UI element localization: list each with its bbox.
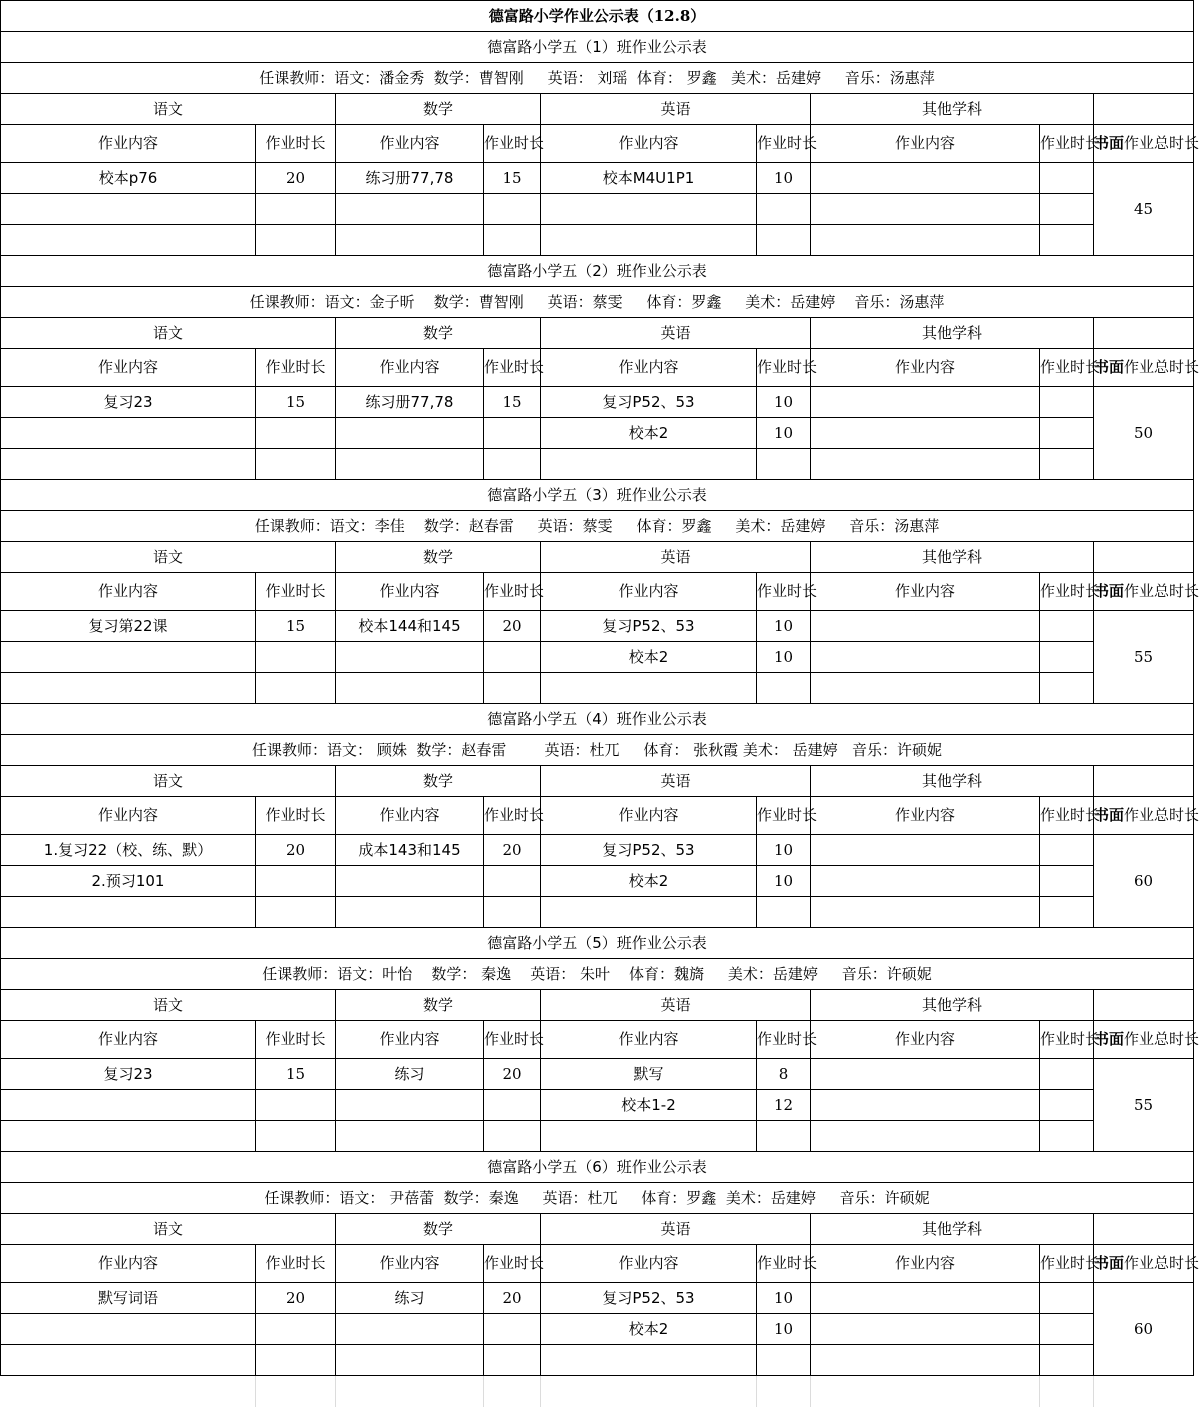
chinese-duration: [256, 866, 336, 897]
total-header-bold: 书面: [1094, 358, 1125, 377]
subject-header-math: 数学: [336, 1214, 541, 1245]
class-title: 德富路小学五（6）班作业公示表: [1, 1152, 1194, 1183]
other-homework: [811, 1090, 1040, 1121]
blank-header-cell: [1094, 1214, 1194, 1245]
table-row: [1, 387, 1194, 418]
teacher-list: 任课教师：语文： 顾姝 数学：赵春雷 英语：杜兀 体育： 张秋霞 美术： 岳建婷 音乐：许硕妮: [1, 735, 1194, 766]
other-duration: [1040, 1121, 1094, 1152]
math-homework: [336, 1121, 484, 1152]
math-duration: [484, 1121, 541, 1152]
english-homework: [541, 194, 757, 225]
total-header-rest: 作业总时长: [1124, 1254, 1199, 1273]
subject-header-chinese: 语文: [1, 318, 336, 349]
english-duration: [757, 225, 811, 256]
content-header: 作业内容: [811, 797, 1040, 835]
english-duration: 10: [757, 387, 811, 418]
duration-header: 作业时长: [1040, 125, 1094, 163]
english-homework: 校本2: [541, 418, 757, 449]
math-duration: 15: [484, 387, 541, 418]
total-header-bold: 书面: [1094, 806, 1125, 825]
table-row: [1, 1059, 1194, 1090]
blank-header-cell: [1094, 990, 1194, 1021]
english-duration: 12: [757, 1090, 811, 1121]
english-duration: 10: [757, 611, 811, 642]
duration-header: 作业时长: [256, 573, 336, 611]
math-homework: [336, 1345, 484, 1376]
duration-header: 作业时长: [484, 125, 541, 163]
other-duration: [1040, 835, 1094, 866]
teacher-list: 任课教师：语文：潘金秀 数学：曹智刚 英语： 刘瑶 体育： 罗鑫 美术：岳建婷 音乐：汤惠萍: [1, 63, 1194, 94]
other-homework: [811, 673, 1040, 704]
table-row: [1, 1345, 1194, 1376]
content-header: 作业内容: [336, 349, 484, 387]
table-row: [1, 225, 1194, 256]
content-header: 作业内容: [811, 349, 1040, 387]
duration-header: 作业时长: [757, 573, 811, 611]
english-duration: [757, 449, 811, 480]
subject-header-math: 数学: [336, 990, 541, 1021]
duration-header: 作业时长: [757, 1021, 811, 1059]
english-homework: [541, 225, 757, 256]
duration-header: 作业时长: [1040, 349, 1094, 387]
math-homework: [336, 225, 484, 256]
page-title: 德富路小学作业公示表（12.8）: [1, 1, 1194, 32]
content-header: 作业内容: [541, 797, 757, 835]
chinese-homework: 2.预习101: [1, 866, 256, 897]
table-row: [1, 1314, 1194, 1345]
total-duration-header: [1094, 1021, 1199, 1059]
total-header-rest: 作业总时长: [1124, 806, 1199, 825]
duration-header: 作业时长: [1040, 1245, 1094, 1283]
other-homework: [811, 897, 1040, 928]
content-header: 作业内容: [336, 797, 484, 835]
chinese-duration: [256, 1090, 336, 1121]
duration-header: 作业时长: [256, 1245, 336, 1283]
subject-header-math: 数学: [336, 542, 541, 573]
table-row: [1, 642, 1194, 673]
chinese-duration: [256, 897, 336, 928]
total-header-rest: 作业总时长: [1124, 1030, 1199, 1049]
content-header: 作业内容: [336, 573, 484, 611]
math-homework: 练习: [336, 1283, 484, 1314]
total-duration-header: [1094, 349, 1199, 387]
english-homework: 校本M4U1P1: [541, 163, 757, 194]
chinese-homework: [1, 1314, 256, 1345]
duration-header: 作业时长: [757, 797, 811, 835]
table-row: [1, 418, 1194, 449]
subject-header-english: 英语: [541, 1214, 811, 1245]
chinese-homework: [1, 225, 256, 256]
blank-header-cell: [1094, 318, 1194, 349]
subject-header-english: 英语: [541, 990, 811, 1021]
total-header-bold: 书面: [1094, 582, 1125, 601]
math-duration: 15: [484, 163, 541, 194]
duration-header: 作业时长: [1040, 797, 1094, 835]
english-homework: 复习P52、53: [541, 1283, 757, 1314]
class-title: 德富路小学五（1）班作业公示表: [1, 32, 1194, 63]
math-homework: [336, 673, 484, 704]
total-header-bold: 书面: [1094, 1254, 1125, 1273]
table-row: [1, 1090, 1194, 1121]
subject-header-other: 其他学科: [811, 94, 1094, 125]
chinese-homework: [1, 642, 256, 673]
english-duration: 8: [757, 1059, 811, 1090]
other-duration: [1040, 1345, 1094, 1376]
content-header: 作业内容: [811, 573, 1040, 611]
content-header: 作业内容: [1, 1021, 256, 1059]
subject-header-math: 数学: [336, 766, 541, 797]
other-homework: [811, 225, 1040, 256]
subject-header-english: 英语: [541, 318, 811, 349]
subject-header-math: 数学: [336, 94, 541, 125]
other-duration: [1040, 449, 1094, 480]
math-homework: [336, 866, 484, 897]
other-duration: [1040, 163, 1094, 194]
english-homework: [541, 673, 757, 704]
math-duration: [484, 225, 541, 256]
class-title: 德富路小学五（2）班作业公示表: [1, 256, 1194, 287]
duration-header: 作业时长: [484, 1245, 541, 1283]
english-duration: 10: [757, 866, 811, 897]
chinese-duration: 15: [256, 387, 336, 418]
content-header: 作业内容: [336, 1021, 484, 1059]
english-homework: [541, 449, 757, 480]
subject-header-other: 其他学科: [811, 318, 1094, 349]
english-homework: 复习P52、53: [541, 835, 757, 866]
other-homework: [811, 866, 1040, 897]
subject-header-english: 英语: [541, 766, 811, 797]
table-row: [1, 611, 1194, 642]
teacher-list: 任课教师：语文： 尹蓓蕾 数学：秦逸 英语：杜兀 体育：罗鑫 美术：岳建婷 音乐：许硕妮: [1, 1183, 1194, 1214]
math-duration: [484, 673, 541, 704]
english-duration: 10: [757, 418, 811, 449]
total-duration-header: [1094, 1245, 1199, 1283]
subject-header-other: 其他学科: [811, 542, 1094, 573]
other-homework: [811, 387, 1040, 418]
chinese-duration: [256, 418, 336, 449]
table-row: [1, 449, 1194, 480]
duration-header: 作业时长: [1040, 1021, 1094, 1059]
chinese-duration: 15: [256, 1059, 336, 1090]
duration-header: 作业时长: [757, 1245, 811, 1283]
total-header-rest: 作业总时长: [1124, 134, 1199, 153]
math-homework: 成本143和145: [336, 835, 484, 866]
chinese-homework: [1, 1121, 256, 1152]
teacher-list: 任课教师：语文：叶怡 数学： 秦逸 英语： 朱叶 体育：魏旖 美术：岳建婷 音乐：许硕妮: [1, 959, 1194, 990]
class-title: 德富路小学五（4）班作业公示表: [1, 704, 1194, 735]
math-homework: [336, 418, 484, 449]
duration-header: 作业时长: [256, 125, 336, 163]
chinese-duration: 15: [256, 611, 336, 642]
other-duration: [1040, 418, 1094, 449]
other-homework: [811, 611, 1040, 642]
math-homework: [336, 1090, 484, 1121]
math-homework: [336, 1314, 484, 1345]
teacher-list: 任课教师：语文：李佳 数学：赵春雷 英语：蔡雯 体育：罗鑫 美术：岳建婷 音乐：汤惠萍: [1, 511, 1194, 542]
subject-header-other: 其他学科: [811, 766, 1094, 797]
total-duration-header: [1094, 797, 1199, 835]
table-row: [1, 673, 1194, 704]
math-duration: [484, 1345, 541, 1376]
math-duration: [484, 418, 541, 449]
total-duration: 55: [1094, 1059, 1194, 1152]
duration-header: 作业时长: [256, 1021, 336, 1059]
math-duration: [484, 866, 541, 897]
math-homework: [336, 897, 484, 928]
teacher-list: 任课教师：语文：金子昕 数学：曹智刚 英语：蔡雯 体育：罗鑫 美术：岳建婷 音乐：汤惠萍: [1, 287, 1194, 318]
math-duration: 20: [484, 1059, 541, 1090]
duration-header: 作业时长: [757, 125, 811, 163]
other-duration: [1040, 866, 1094, 897]
empty-trailing-row: [0, 1376, 1193, 1407]
content-header: 作业内容: [336, 125, 484, 163]
math-duration: [484, 194, 541, 225]
chinese-duration: [256, 642, 336, 673]
content-header: 作业内容: [811, 125, 1040, 163]
content-header: 作业内容: [1, 1245, 256, 1283]
english-duration: 10: [757, 1283, 811, 1314]
class-title: 德富路小学五（3）班作业公示表: [1, 480, 1194, 511]
math-duration: 20: [484, 1283, 541, 1314]
total-duration: 55: [1094, 611, 1194, 704]
chinese-homework: [1, 194, 256, 225]
other-duration: [1040, 1059, 1094, 1090]
duration-header: 作业时长: [484, 1021, 541, 1059]
chinese-homework: [1, 1090, 256, 1121]
chinese-duration: [256, 1345, 336, 1376]
content-header: 作业内容: [541, 349, 757, 387]
chinese-duration: [256, 449, 336, 480]
math-homework: [336, 449, 484, 480]
table-row: [1, 1121, 1194, 1152]
english-homework: 校本2: [541, 1314, 757, 1345]
other-duration: [1040, 1283, 1094, 1314]
chinese-homework: 复习第22课: [1, 611, 256, 642]
subject-header-chinese: 语文: [1, 1214, 336, 1245]
blank-header-cell: [1094, 766, 1194, 797]
chinese-duration: 20: [256, 1283, 336, 1314]
duration-header: 作业时长: [1040, 573, 1094, 611]
total-duration: 45: [1094, 163, 1194, 256]
math-homework: [336, 194, 484, 225]
chinese-homework: 校本p76: [1, 163, 256, 194]
content-header: 作业内容: [1, 797, 256, 835]
content-header: 作业内容: [541, 1245, 757, 1283]
other-homework: [811, 1314, 1040, 1345]
content-header: 作业内容: [336, 1245, 484, 1283]
subject-header-other: 其他学科: [811, 990, 1094, 1021]
math-homework: 练习册77,78: [336, 387, 484, 418]
table-row: [1, 163, 1194, 194]
other-duration: [1040, 1090, 1094, 1121]
total-header-rest: 作业总时长: [1124, 582, 1199, 601]
math-duration: 20: [484, 835, 541, 866]
other-duration: [1040, 897, 1094, 928]
subject-header-english: 英语: [541, 94, 811, 125]
english-duration: 10: [757, 642, 811, 673]
content-header: 作业内容: [811, 1245, 1040, 1283]
content-header: 作业内容: [1, 125, 256, 163]
chinese-homework: 1.复习22（校、练、默）: [1, 835, 256, 866]
subject-header-chinese: 语文: [1, 94, 336, 125]
content-header: 作业内容: [811, 1021, 1040, 1059]
english-homework: [541, 1121, 757, 1152]
math-duration: [484, 1090, 541, 1121]
math-homework: 练习册77,78: [336, 163, 484, 194]
total-header-rest: 作业总时长: [1124, 358, 1199, 377]
other-duration: [1040, 642, 1094, 673]
other-duration: [1040, 387, 1094, 418]
chinese-duration: 20: [256, 835, 336, 866]
table-row: [1, 866, 1194, 897]
total-header-bold: 书面: [1094, 1030, 1125, 1049]
total-duration-header: [1094, 573, 1199, 611]
subject-header-chinese: 语文: [1, 542, 336, 573]
other-homework: [811, 1283, 1040, 1314]
math-duration: [484, 449, 541, 480]
subject-header-chinese: 语文: [1, 766, 336, 797]
english-duration: [757, 1345, 811, 1376]
subject-header-english: 英语: [541, 542, 811, 573]
chinese-homework: [1, 897, 256, 928]
math-duration: [484, 1314, 541, 1345]
total-duration: 50: [1094, 387, 1194, 480]
table-row: [1, 194, 1194, 225]
chinese-duration: 20: [256, 163, 336, 194]
content-header: 作业内容: [541, 1021, 757, 1059]
chinese-duration: [256, 194, 336, 225]
duration-header: 作业时长: [484, 797, 541, 835]
table-row: [1, 897, 1194, 928]
blank-header-cell: [1094, 94, 1194, 125]
chinese-duration: [256, 673, 336, 704]
other-homework: [811, 194, 1040, 225]
subject-header-other: 其他学科: [811, 1214, 1094, 1245]
chinese-duration: [256, 225, 336, 256]
subject-header-chinese: 语文: [1, 990, 336, 1021]
other-homework: [811, 1121, 1040, 1152]
english-duration: [757, 673, 811, 704]
other-duration: [1040, 673, 1094, 704]
english-homework: 复习P52、53: [541, 387, 757, 418]
duration-header: 作业时长: [484, 573, 541, 611]
duration-header: 作业时长: [484, 349, 541, 387]
math-duration: [484, 897, 541, 928]
table-row: [1, 835, 1194, 866]
total-duration: 60: [1094, 835, 1194, 928]
total-header-bold: 书面: [1094, 134, 1125, 153]
english-homework: 校本2: [541, 642, 757, 673]
english-duration: [757, 897, 811, 928]
other-duration: [1040, 225, 1094, 256]
math-homework: [336, 642, 484, 673]
total-duration: 60: [1094, 1283, 1194, 1376]
english-duration: [757, 194, 811, 225]
duration-header: 作业时长: [256, 349, 336, 387]
english-homework: [541, 897, 757, 928]
subject-header-math: 数学: [336, 318, 541, 349]
duration-header: 作业时长: [757, 349, 811, 387]
content-header: 作业内容: [1, 573, 256, 611]
content-header: 作业内容: [1, 349, 256, 387]
math-duration: 20: [484, 611, 541, 642]
english-homework: [541, 1345, 757, 1376]
other-homework: [811, 835, 1040, 866]
chinese-homework: 默写词语: [1, 1283, 256, 1314]
other-duration: [1040, 194, 1094, 225]
english-duration: 10: [757, 835, 811, 866]
math-homework: 校本144和145: [336, 611, 484, 642]
math-homework: 练习: [336, 1059, 484, 1090]
chinese-homework: [1, 418, 256, 449]
blank-header-cell: [1094, 542, 1194, 573]
math-duration: [484, 642, 541, 673]
english-duration: 10: [757, 163, 811, 194]
content-header: 作业内容: [541, 573, 757, 611]
english-homework: 默写: [541, 1059, 757, 1090]
chinese-homework: [1, 673, 256, 704]
other-duration: [1040, 1314, 1094, 1345]
other-homework: [811, 163, 1040, 194]
other-homework: [811, 449, 1040, 480]
chinese-homework: 复习23: [1, 387, 256, 418]
total-duration-header: [1094, 125, 1199, 163]
english-duration: 10: [757, 1314, 811, 1345]
other-homework: [811, 418, 1040, 449]
chinese-homework: [1, 1345, 256, 1376]
chinese-homework: [1, 449, 256, 480]
chinese-homework: 复习23: [1, 1059, 256, 1090]
content-header: 作业内容: [541, 125, 757, 163]
table-row: [1, 1283, 1194, 1314]
other-duration: [1040, 611, 1094, 642]
english-homework: 校本2: [541, 866, 757, 897]
english-homework: 复习P52、53: [541, 611, 757, 642]
other-homework: [811, 1345, 1040, 1376]
chinese-duration: [256, 1121, 336, 1152]
other-homework: [811, 1059, 1040, 1090]
other-homework: [811, 642, 1040, 673]
class-title: 德富路小学五（5）班作业公示表: [1, 928, 1194, 959]
english-homework: 校本1-2: [541, 1090, 757, 1121]
english-duration: [757, 1121, 811, 1152]
chinese-duration: [256, 1314, 336, 1345]
duration-header: 作业时长: [256, 797, 336, 835]
